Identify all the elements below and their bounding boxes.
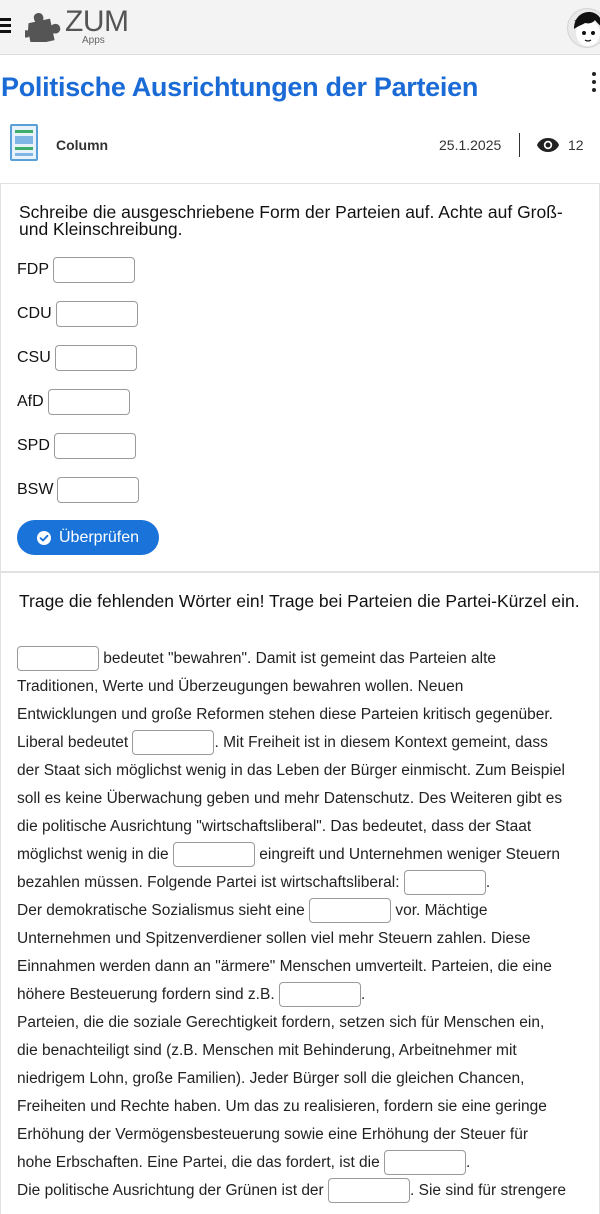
cloze-text-segment: hohe Erbschaften. Eine Partei, die das fordert, ist die: [17, 1154, 385, 1171]
check-circle-icon: [37, 531, 51, 545]
cloze-text-segment: Parteien, die die soziale Gerechtigkeit fordern, setzen sich für Menschen ein,: [17, 1014, 545, 1031]
cloze-text-segment: Einnahmen werden dann an "ärmere" Menschen umverteilt. Parteien, die eine: [17, 958, 552, 975]
cloze-text-segment: Der demokratische Sozialismus sieht eine: [17, 902, 310, 919]
field-label: CSU: [17, 349, 51, 366]
cloze-text-segment: .: [360, 986, 366, 1003]
app-type: Column: [56, 137, 109, 153]
cloze-text-segment: Entwicklungen und große Reformen stehen diese Parteien kritisch gegenüber.: [17, 706, 553, 723]
puzzle-logo-icon: [25, 6, 63, 42]
meta-divider: [519, 133, 520, 157]
cloze-gap-input[interactable]: [279, 982, 361, 1007]
cloze-line: [17, 1177, 587, 1205]
answer-input-afd[interactable]: [48, 389, 130, 415]
cloze-text-segment: . Sie sind für strengere: [410, 1182, 566, 1199]
field-label: BSW: [17, 481, 54, 498]
field-label: FDP: [17, 261, 49, 278]
zum-apps-logo[interactable]: [25, 6, 128, 50]
cloze-line: [17, 645, 587, 673]
cloze-text-segment: die benachteiligt sind (z.B. Menschen mit Behinderung, Arbeitnehmer mit: [17, 1042, 517, 1059]
answer-input-csu[interactable]: [55, 345, 137, 371]
field-row-cdu: [17, 301, 138, 327]
cloze-line: [17, 869, 587, 897]
avatar[interactable]: [567, 8, 600, 48]
answer-input-spd[interactable]: [54, 433, 136, 459]
field-label: SPD: [17, 437, 50, 454]
cloze-text-segment: Unternehmen und Spitzenverdiener sollen viel mehr Steuern zahlen. Diese: [17, 930, 531, 947]
field-label: CDU: [17, 305, 52, 322]
cloze-line: [17, 1009, 587, 1037]
cloze-text-segment: vor. Mächtige: [391, 902, 488, 919]
cloze-text-segment: die politische Ausrichtung "wirtschaftsliberal". Das bedeutet, dass der Staat: [17, 818, 532, 835]
cloze-gap-input[interactable]: [173, 842, 255, 867]
cloze-line: [17, 1093, 587, 1121]
cloze-text-segment: eingreift und Unternehmen weniger Steuern: [254, 846, 560, 863]
cloze-text-segment: Die politische Ausrichtung der Grünen ist der: [17, 1182, 329, 1199]
cloze-line: [17, 1037, 587, 1065]
cloze-text-segment: soll es keine Überwachung geben und mehr Datenschutz. Des Weiteren gibt es: [17, 790, 563, 807]
page-title: Politische Ausrichtungen der Parteien: [1, 72, 479, 102]
cloze-text-segment: Liberal bedeutet: [17, 734, 133, 751]
cloze-text-segment: Traditionen, Werte und Überzeugungen bewahren wollen. Neuen: [17, 678, 464, 695]
answer-input-bsw[interactable]: [57, 477, 139, 503]
cloze-text-segment: niedrigem Lohn, große Familien). Jeder Bürger soll die gleichen Chancen,: [17, 1070, 525, 1087]
cloze-text-segment: höhere Besteuerung fordern sind z.B.: [17, 986, 279, 1003]
cloze-line: [17, 701, 587, 729]
cloze-line: [17, 897, 587, 925]
cloze-text-segment: .: [466, 1154, 471, 1171]
cloze-gap-input[interactable]: [328, 1178, 410, 1203]
check-button[interactable]: [17, 520, 159, 555]
meta-row: [0, 122, 600, 166]
cloze-text-segment: möglichst wenig in die: [17, 846, 173, 863]
cloze-line: [17, 757, 587, 785]
field-row-csu: [17, 345, 137, 371]
cloze-line: [17, 813, 587, 841]
logo-text: ZUM: [65, 5, 129, 38]
field-row-fdp: [17, 257, 135, 283]
cloze-line: [17, 841, 587, 869]
view-count: 12: [568, 137, 584, 153]
eye-icon: [536, 137, 560, 153]
field-row-afd: [17, 389, 130, 415]
task2-instruction: Trage die fehlenden Wörter ein! Trage bei Parteien die Partei-Kürzel ein.: [19, 591, 580, 611]
cloze-text-segment: . Mit Freiheit ist in diesem Kontext gemeint, dass: [214, 734, 548, 751]
field-label: AfD: [17, 393, 44, 410]
answer-input-cdu[interactable]: [56, 301, 138, 327]
cloze-text-segment: bezahlen müssen. Folgende Partei ist wirtschaftsliberal:: [17, 874, 404, 891]
cloze-line: [17, 785, 587, 813]
cloze-line: [17, 1065, 587, 1093]
cloze-line: [17, 1149, 587, 1177]
menu-icon[interactable]: [0, 18, 12, 34]
cloze-text-segment: der Staat sich möglichst wenig in das Leben der Bürger einmischt. Zum Beispiel: [17, 762, 565, 779]
cloze-text-segment: Freiheiten und Rechte haben. Um das zu realisieren, fordern sie eine geringe: [17, 1098, 547, 1115]
cloze-line: [17, 953, 587, 981]
top-bar: [0, 0, 600, 55]
check-button-label: Überprüfen: [59, 528, 140, 546]
task-card-abbreviations: [0, 183, 600, 572]
cloze-text-segment: bedeutet "bewahren". Damit ist gemeint das Parteien alte: [99, 650, 497, 667]
cloze-text-segment: .: [485, 874, 491, 891]
field-row-bsw: [17, 477, 139, 503]
cloze-line: [17, 729, 587, 757]
cloze-line: [17, 1121, 587, 1149]
cloze-gap-input[interactable]: [309, 898, 391, 923]
cloze-line: [17, 925, 587, 953]
task-card-cloze: [0, 572, 600, 1214]
publish-date: 25.1.2025: [439, 137, 502, 153]
cloze-text-segment: Erhöhung der Vermögensbesteuerung sowie eine Erhöhung der Steuer für: [17, 1126, 528, 1143]
field-row-spd: [17, 433, 136, 459]
cloze-gap-input[interactable]: [132, 730, 214, 755]
cloze-gap-input[interactable]: [404, 870, 486, 895]
cloze-gap-input[interactable]: [17, 646, 99, 671]
more-vert-icon[interactable]: [588, 72, 600, 100]
cloze-line: [17, 981, 587, 1009]
cloze-text: [17, 645, 587, 1205]
cloze-gap-input[interactable]: [384, 1150, 466, 1175]
task1-instruction: Schreibe die ausgeschriebene Form der Parteien auf. Achte auf Groß- und Kleinschreibung.: [19, 202, 563, 239]
app-icon: [10, 124, 38, 161]
cloze-line: [17, 673, 587, 701]
answer-input-fdp[interactable]: [53, 257, 135, 283]
logo-subtext: Apps: [82, 35, 105, 46]
